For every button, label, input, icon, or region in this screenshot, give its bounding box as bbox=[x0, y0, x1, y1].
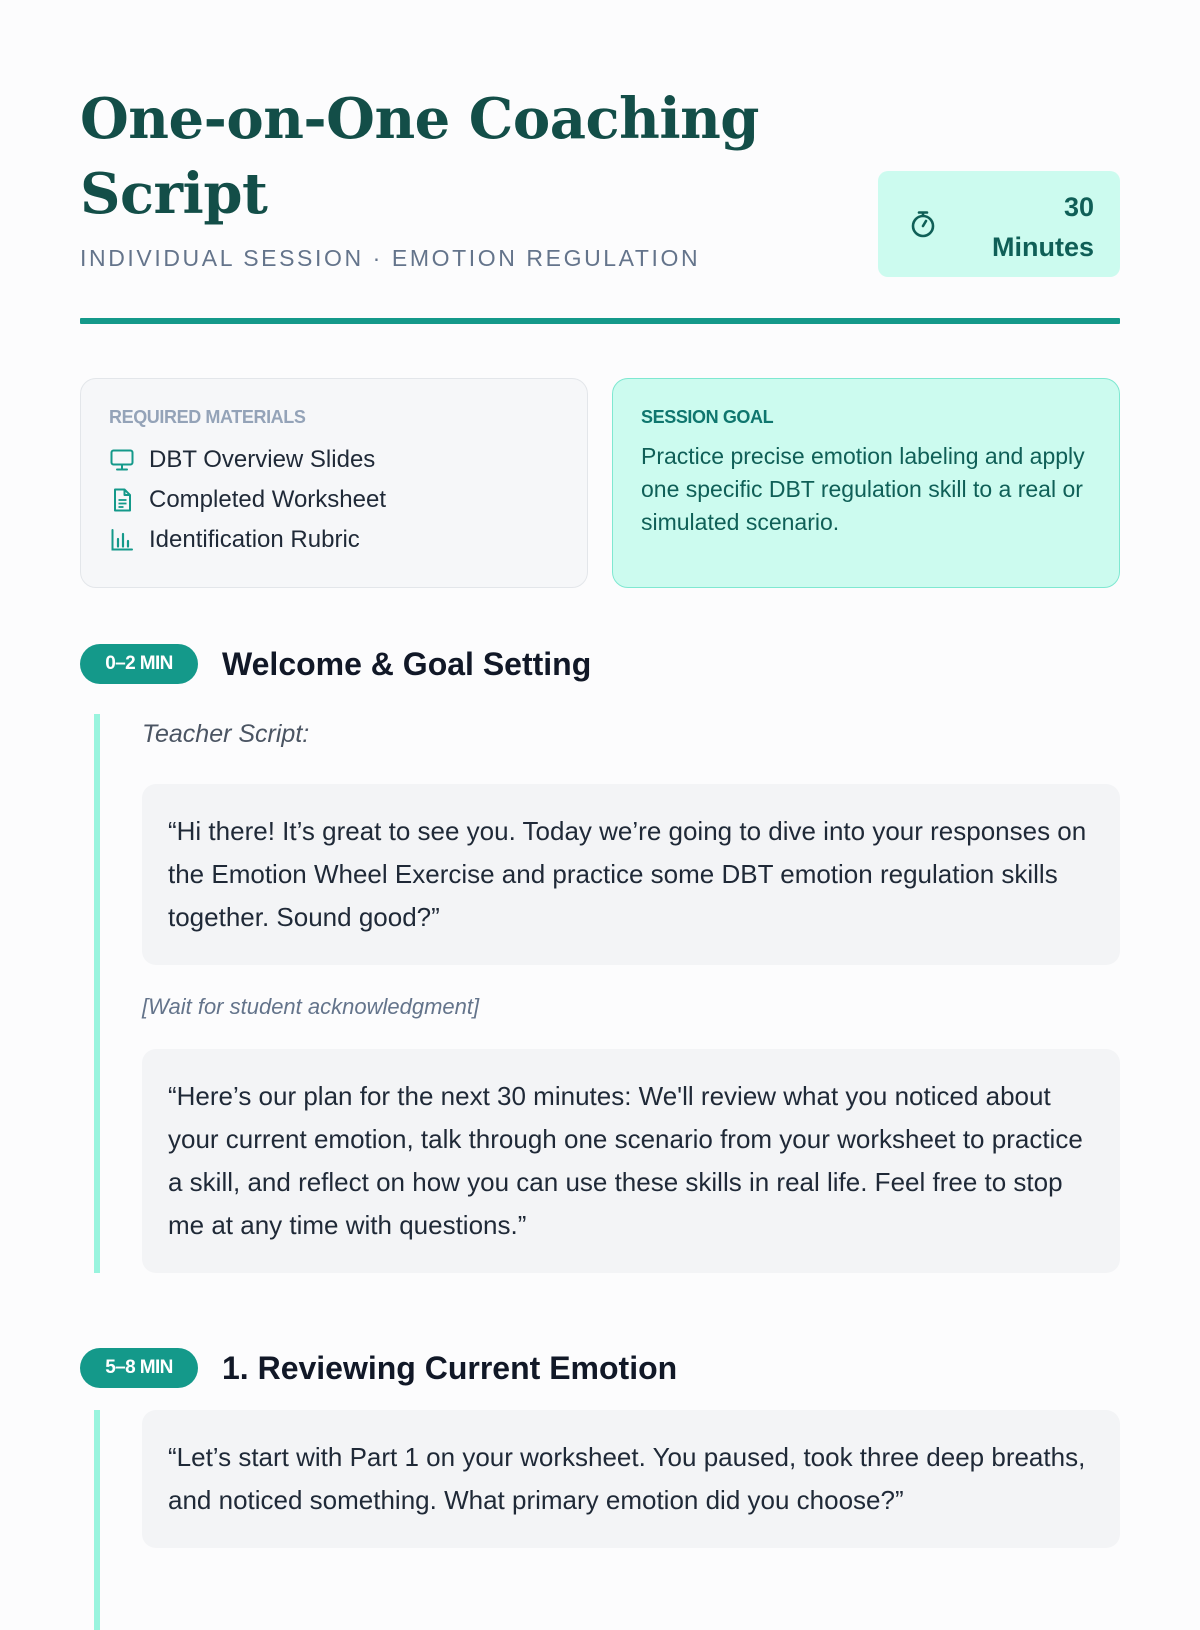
section-body bbox=[94, 1410, 1120, 1630]
page-header bbox=[80, 0, 1120, 328]
time-badge: 5–8 MIN bbox=[80, 1348, 198, 1388]
info-cards bbox=[80, 378, 1120, 588]
bar-chart-icon bbox=[109, 527, 135, 553]
section-title: 1. Reviewing Current Emotion bbox=[222, 1350, 678, 1386]
document-icon bbox=[109, 487, 135, 513]
duration-unit: Minutes bbox=[991, 232, 1094, 262]
header-divider bbox=[80, 318, 1120, 324]
section-header bbox=[80, 638, 1120, 688]
material-label: Completed Worksheet bbox=[149, 486, 386, 513]
coaching-script-page bbox=[80, 0, 1120, 1515]
materials-card bbox=[80, 378, 588, 588]
script-quote: “Hi there! It’s great to see you. Today we’re going to dive into your responses on the Emotion Wheel Exercise and practice some DBT emotion regulation skills together. Sound good?” bbox=[142, 784, 1120, 965]
stage-direction: [Wait for student acknowledgment] bbox=[142, 994, 480, 1019]
list-item bbox=[109, 480, 559, 520]
section-welcome bbox=[80, 638, 1120, 1273]
section-header bbox=[80, 1342, 1120, 1392]
section-title: Welcome & Goal Setting bbox=[222, 646, 592, 682]
material-label: Identification Rubric bbox=[149, 526, 360, 553]
duration-value: 30 bbox=[1063, 192, 1094, 222]
material-label: DBT Overview Slides bbox=[149, 446, 376, 473]
session-goal-text: Practice precise emotion labeling and apply one specific DBT regulation skill to a real or simulated scenario. bbox=[641, 443, 1085, 535]
page-subtitle: INDIVIDUAL SESSION · EMOTION REGULATION bbox=[80, 245, 701, 271]
session-goal-card bbox=[612, 378, 1120, 588]
list-item bbox=[109, 520, 559, 560]
section-reviewing-emotion bbox=[80, 1342, 1120, 1630]
list-item bbox=[109, 440, 559, 480]
script-quote: “Let’s start with Part 1 on your worksheet. You paused, took three deep breaths, and noticed something. What primary emotion did you choose?” bbox=[142, 1410, 1120, 1548]
stopwatch-icon bbox=[908, 209, 938, 239]
materials-label: REQUIRED MATERIALS bbox=[109, 407, 306, 427]
duration-badge bbox=[878, 171, 1120, 277]
teacher-script-label: Teacher Script: bbox=[142, 720, 310, 748]
page-title: One-on-One Coaching Script bbox=[80, 86, 759, 227]
monitor-icon bbox=[109, 447, 135, 473]
session-goal-label: SESSION GOAL bbox=[641, 407, 774, 427]
materials-list bbox=[109, 440, 559, 560]
duration-text bbox=[944, 187, 1094, 267]
script-quote: “Here’s our plan for the next 30 minutes: We'll review what you noticed about your current emotion, talk through one scenario from your worksheet to practice a skill, and reflect on how you can use these skills in real life. Feel free to stop me at any time with questions.” bbox=[142, 1049, 1120, 1273]
section-body bbox=[94, 714, 1120, 1273]
time-badge: 0–2 MIN bbox=[80, 644, 198, 684]
